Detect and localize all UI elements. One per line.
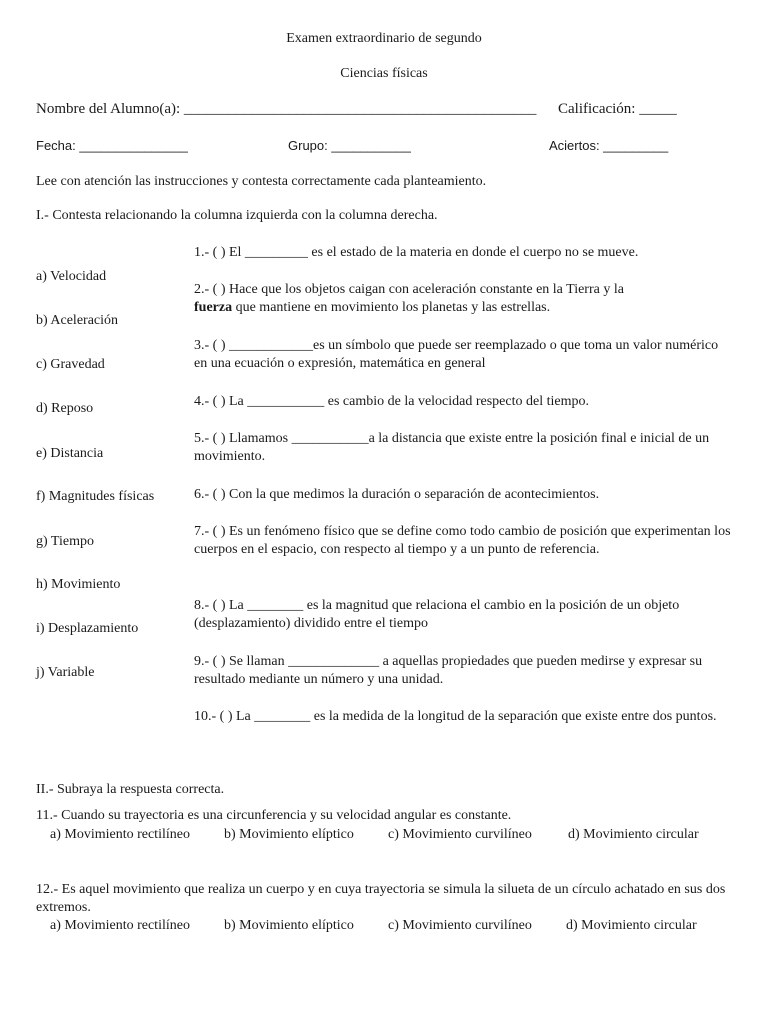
option-g: g) Tiempo — [36, 534, 94, 549]
question-2-bold: fuerza — [194, 300, 233, 315]
question-12: 12.- Es aquel movimiento que realiza un cuerpo y en cuya trayectoria se simula la silueta de un círculo achatado en sus dos extremos. — [36, 882, 726, 915]
option-d: d) Reposo — [36, 401, 94, 416]
question-11: 11.- Cuando su trayectoria es una circunferencia y su velocidad angular es constante. — [36, 808, 512, 823]
question-9: 9.- ( ) Se llaman _____________ a aquellas propiedades que pueden medirse y expresar su resultado mediante un número y una unidad. — [194, 654, 703, 687]
date-field: Fecha: _______________ — [36, 138, 188, 153]
question-5: 5.- ( ) Llamamos ___________a la distancia que existe entre la posición final e inicial de un movimiento. — [194, 431, 710, 464]
option-c: c) Gravedad — [36, 357, 105, 372]
question-6: 6.- ( ) Con la que medimos la duración o separación de acontecimientos. — [194, 487, 600, 502]
exam-title: Examen extraordinario de segundo — [286, 31, 482, 46]
q11-choice-c: c) Movimiento curvilíneo — [388, 827, 532, 842]
q11-choice-a: a) Movimiento rectilíneo — [50, 827, 190, 842]
hits-field: Aciertos: _________ — [549, 138, 669, 153]
question-2-line2: que mantiene en movimiento los planetas y las estrellas. — [235, 300, 551, 315]
q12-choice-a: a) Movimiento rectilíneo — [50, 918, 190, 933]
q11-choice-d: d) Movimiento circular — [568, 827, 699, 842]
question-10: 10.- ( ) La ________ es la medida de la longitud de la separación que existe entre dos puntos. — [194, 709, 717, 724]
q12-choice-b: b) Movimiento elíptico — [224, 918, 354, 933]
option-j: j) Variable — [36, 665, 95, 680]
question-8: 8.- ( ) La ________ es la magnitud que relaciona el cambio en la posición de un objeto (desplazamiento) dividido entre el tiempo — [194, 598, 680, 631]
instructions: Lee con atención las instrucciones y contesta correctamente cada planteamiento. — [36, 174, 487, 189]
question-1: 1.- ( ) El _________ es el estado de la materia en donde el cuerpo no se mueve. — [194, 245, 639, 260]
option-f: f) Magnitudes físicas — [36, 489, 155, 504]
question-3: 3.- ( ) ____________es un símbolo que puede ser reemplazado o que toma un valor numérico en una ecuación o expresión, matemática en general — [194, 338, 719, 371]
group-field: Grupo: ___________ — [288, 138, 411, 153]
q12-choice-c: c) Movimiento curvilíneo — [388, 918, 532, 933]
section2-title: II.- Subraya la respuesta correcta. — [36, 782, 225, 797]
question-4: 4.- ( ) La ___________ es cambio de la velocidad respecto del tiempo. — [194, 394, 589, 409]
grade-field: Calificación: _____ — [558, 101, 677, 117]
question-2 — [194, 281, 734, 317]
question-7: 7.- ( ) Es un fenómeno físico que se define como todo cambio de posición que experimentan los cuerpos en el espacio, con respecto al tiempo y a un punto de referencia. — [194, 524, 731, 557]
q11-choice-b: b) Movimiento elíptico — [224, 827, 354, 842]
option-b: b) Aceleración — [36, 313, 119, 328]
q12-choice-d: d) Movimiento circular — [566, 918, 697, 933]
section1-title: I.- Contesta relacionando la columna izquierda con la columna derecha. — [36, 208, 438, 223]
student-name-field: Nombre del Alumno(a): _______________________________________________ — [36, 101, 537, 117]
option-e: e) Distancia — [36, 446, 104, 461]
exam-subject: Ciencias físicas — [340, 66, 428, 81]
option-h: h) Movimiento — [36, 577, 121, 592]
option-a: a) Velocidad — [36, 269, 107, 284]
option-i: i) Desplazamiento — [36, 621, 139, 636]
question-2-line1: 2.- ( ) Hace que los objetos caigan con aceleración constante en la Tierra y la — [194, 282, 624, 297]
